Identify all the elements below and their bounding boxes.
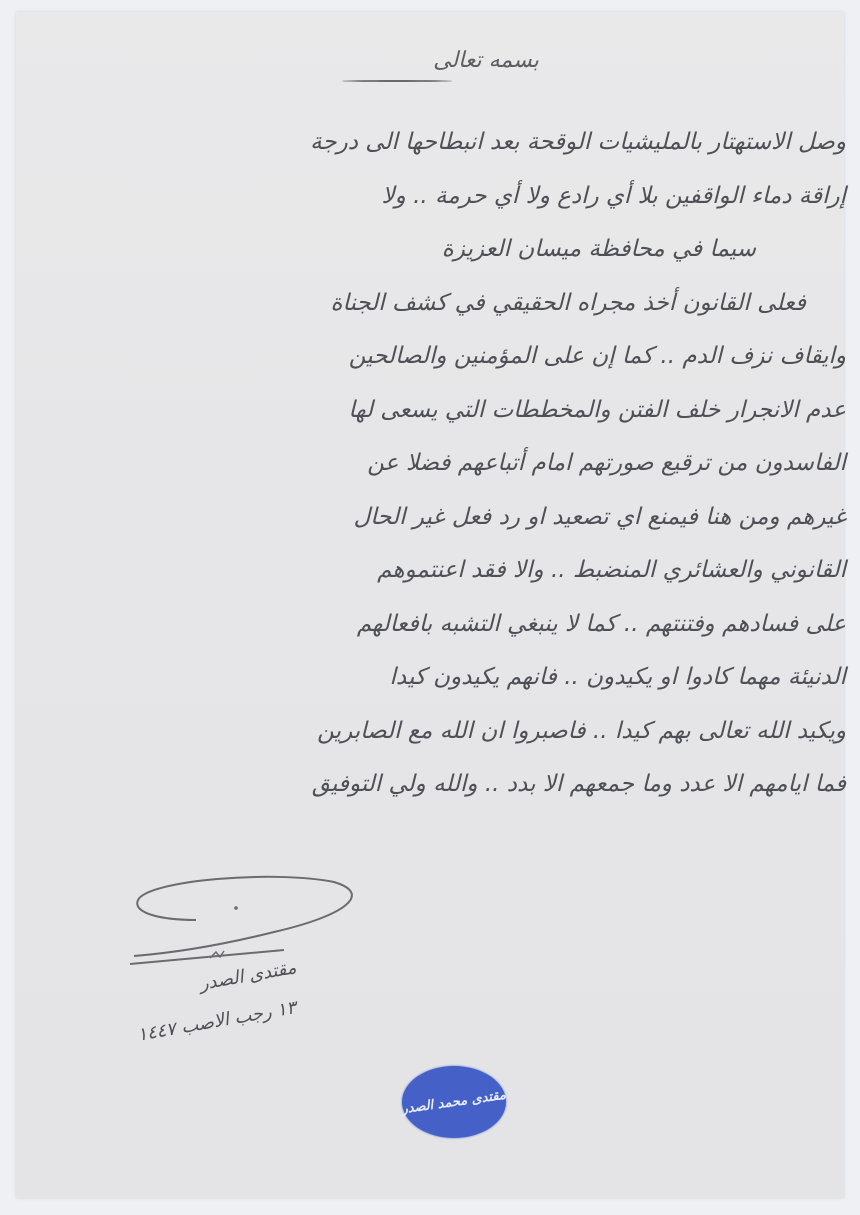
signatory-name: مقتدى الصدر bbox=[197, 957, 298, 995]
stamp-text: مقتدى محمد الصدر bbox=[400, 1087, 508, 1117]
body-line: وايقاف نزف الدم .. كما إن على المؤمنين والصالحين bbox=[348, 343, 846, 369]
body-line: القانوني والعشائري المنضبط .. والا فقد اعنتموهم bbox=[377, 557, 846, 583]
body-line: غيرهم ومن هنا فيمنع اي تصعيد او رد فعل غير الحال bbox=[353, 503, 846, 530]
letter-body bbox=[106, 116, 846, 812]
official-stamp bbox=[402, 1066, 506, 1138]
signature-scribble bbox=[124, 872, 364, 972]
body-line: وصل الاستهتار بالمليشيات الوقحة بعد انبطاحها الى درجة bbox=[310, 129, 846, 155]
body-line: سيما في محافظة ميسان العزيزة bbox=[441, 236, 756, 262]
body-line: الفاسدون من ترقيع صورتهم امام أتباعهم فضلا عن bbox=[367, 450, 846, 476]
body-line: فعلى القانون أخذ مجراه الحقيقي في كشف الجناة bbox=[330, 289, 806, 316]
letter-heading: بسمه تعالى bbox=[433, 48, 539, 73]
body-line: إراقة دماء الواقفين بلا أي رادع ولا أي حرمة .. ولا bbox=[381, 182, 846, 209]
body-line: فما ايامهم الا عدد وما جمعهم الا بدد .. والله ولي التوفيق bbox=[311, 771, 846, 797]
body-line: على فسادهم وفتنتهم .. كما لا ينبغي التشبه بافعالهم bbox=[356, 610, 846, 637]
signature-date: ١٣ رجب الاصب ١٤٤٧ bbox=[135, 997, 298, 1046]
body-line: ويكيد الله تعالى بهم كيدا .. فاصبروا ان الله مع الصابرين bbox=[317, 717, 846, 744]
body-line: الدنيئة مهما كادوا او يكيدون .. فانهم يكيدون كيدا bbox=[389, 664, 846, 690]
heading-underline bbox=[342, 80, 452, 82]
letter-sheet bbox=[16, 12, 844, 1198]
body-line: عدم الانجرار خلف الفتن والمخططات التي يسعى لها bbox=[348, 396, 846, 423]
